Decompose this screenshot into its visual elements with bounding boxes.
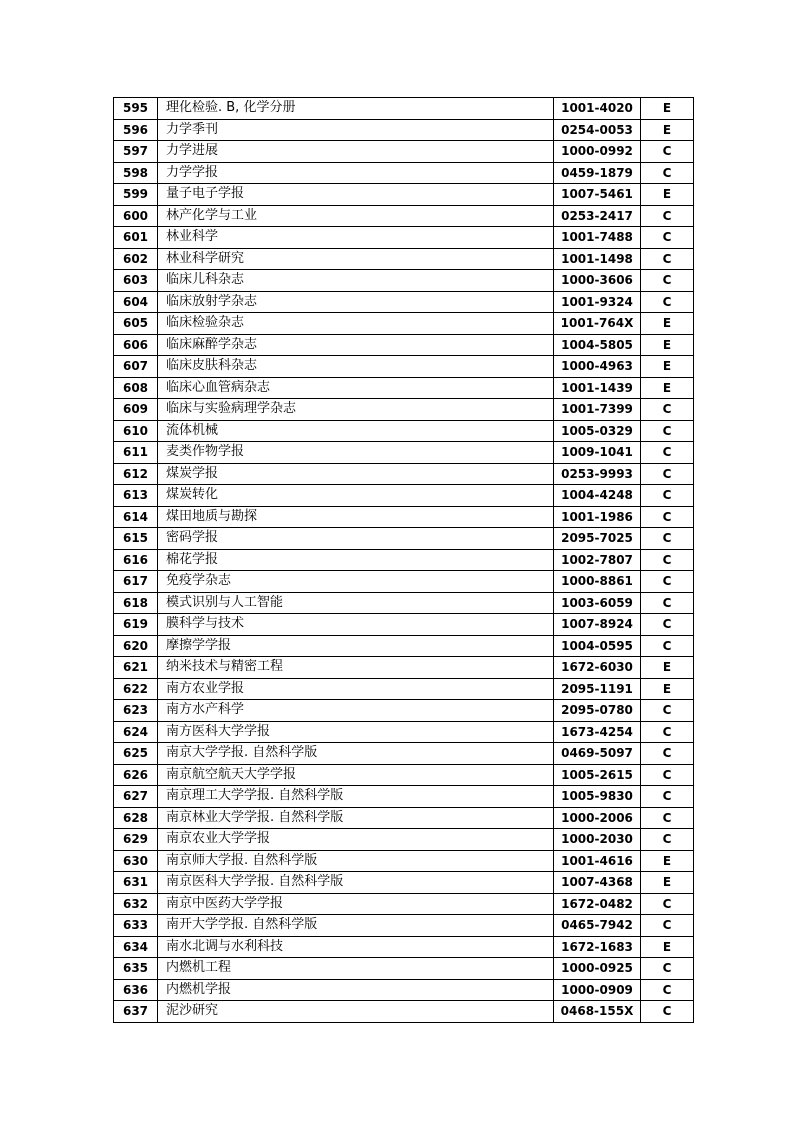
category-code: C xyxy=(641,399,694,421)
table-row xyxy=(114,829,694,851)
journal-name: 南京航空航天大学学报 xyxy=(158,764,554,786)
table-row xyxy=(114,786,694,808)
issn-code: 1001-1498 xyxy=(554,248,641,270)
issn-code: 0468-155X xyxy=(554,1001,641,1023)
table-row xyxy=(114,893,694,915)
journal-name: 理化检验. B, 化学分册 xyxy=(158,98,554,120)
journal-name: 南水北调与水利科技 xyxy=(158,936,554,958)
journal-name: 临床与实验病理学杂志 xyxy=(158,399,554,421)
journal-name: 免疫学杂志 xyxy=(158,571,554,593)
issn-code: 1000-4963 xyxy=(554,356,641,378)
issn-code: 1005-2615 xyxy=(554,764,641,786)
category-code: E xyxy=(641,334,694,356)
journal-name: 南开大学学报. 自然科学版 xyxy=(158,915,554,937)
issn-code: 1002-7807 xyxy=(554,549,641,571)
issn-code: 1004-5805 xyxy=(554,334,641,356)
issn-code: 1672-6030 xyxy=(554,657,641,679)
table-row xyxy=(114,506,694,528)
row-number: 596 xyxy=(114,119,158,141)
table-row xyxy=(114,743,694,765)
row-number: 605 xyxy=(114,313,158,335)
category-code: C xyxy=(641,442,694,464)
table-row xyxy=(114,807,694,829)
table-row xyxy=(114,958,694,980)
journal-name: 模式识别与人工智能 xyxy=(158,592,554,614)
journal-name: 力学进展 xyxy=(158,141,554,163)
issn-code: 1000-3606 xyxy=(554,270,641,292)
table-row xyxy=(114,184,694,206)
issn-code: 1007-8924 xyxy=(554,614,641,636)
table-row xyxy=(114,872,694,894)
issn-code: 1001-9324 xyxy=(554,291,641,313)
journal-name: 煤炭学报 xyxy=(158,463,554,485)
journal-name: 煤田地质与勘探 xyxy=(158,506,554,528)
category-code: E xyxy=(641,356,694,378)
journal-name: 棉花学报 xyxy=(158,549,554,571)
row-number: 616 xyxy=(114,549,158,571)
row-number: 597 xyxy=(114,141,158,163)
category-code: C xyxy=(641,893,694,915)
row-number: 618 xyxy=(114,592,158,614)
category-code: C xyxy=(641,528,694,550)
category-code: E xyxy=(641,936,694,958)
table-row xyxy=(114,592,694,614)
category-code: E xyxy=(641,119,694,141)
row-number: 623 xyxy=(114,700,158,722)
issn-code: 1004-0595 xyxy=(554,635,641,657)
table-row xyxy=(114,420,694,442)
journal-name: 力学季刊 xyxy=(158,119,554,141)
category-code: C xyxy=(641,592,694,614)
issn-code: 0465-7942 xyxy=(554,915,641,937)
issn-code: 0253-2417 xyxy=(554,205,641,227)
row-number: 635 xyxy=(114,958,158,980)
table-row xyxy=(114,162,694,184)
category-code: E xyxy=(641,98,694,120)
issn-code: 1672-0482 xyxy=(554,893,641,915)
row-number: 613 xyxy=(114,485,158,507)
category-code: C xyxy=(641,786,694,808)
table-row xyxy=(114,936,694,958)
category-code: C xyxy=(641,227,694,249)
issn-code: 1007-4368 xyxy=(554,872,641,894)
table-row xyxy=(114,571,694,593)
table-row xyxy=(114,98,694,120)
issn-code: 1000-0992 xyxy=(554,141,641,163)
table-row xyxy=(114,141,694,163)
journal-name: 膜科学与技术 xyxy=(158,614,554,636)
journal-name: 麦类作物学报 xyxy=(158,442,554,464)
journal-name: 南京师大学报. 自然科学版 xyxy=(158,850,554,872)
table-row xyxy=(114,485,694,507)
category-code: E xyxy=(641,850,694,872)
category-code: C xyxy=(641,979,694,1001)
issn-code: 1672-1683 xyxy=(554,936,641,958)
row-number: 611 xyxy=(114,442,158,464)
category-code: C xyxy=(641,506,694,528)
issn-code: 1009-1041 xyxy=(554,442,641,464)
row-number: 633 xyxy=(114,915,158,937)
issn-code: 1003-6059 xyxy=(554,592,641,614)
category-code: C xyxy=(641,291,694,313)
table-row xyxy=(114,227,694,249)
issn-code: 1000-0909 xyxy=(554,979,641,1001)
category-code: C xyxy=(641,700,694,722)
row-number: 619 xyxy=(114,614,158,636)
table-row xyxy=(114,399,694,421)
category-code: C xyxy=(641,248,694,270)
category-code: C xyxy=(641,764,694,786)
row-number: 595 xyxy=(114,98,158,120)
journal-name: 临床儿科杂志 xyxy=(158,270,554,292)
issn-code: 1005-9830 xyxy=(554,786,641,808)
row-number: 621 xyxy=(114,657,158,679)
journal-name: 临床心血管病杂志 xyxy=(158,377,554,399)
category-code: C xyxy=(641,141,694,163)
category-code: C xyxy=(641,485,694,507)
table-row xyxy=(114,657,694,679)
issn-code: 0459-1879 xyxy=(554,162,641,184)
table-row xyxy=(114,205,694,227)
journal-name: 流体机械 xyxy=(158,420,554,442)
table-row xyxy=(114,678,694,700)
journal-name: 纳米技术与精密工程 xyxy=(158,657,554,679)
category-code: C xyxy=(641,829,694,851)
row-number: 627 xyxy=(114,786,158,808)
journal-name: 南京医科大学学报. 自然科学版 xyxy=(158,872,554,894)
category-code: C xyxy=(641,270,694,292)
table-row xyxy=(114,463,694,485)
row-number: 606 xyxy=(114,334,158,356)
category-code: C xyxy=(641,162,694,184)
row-number: 625 xyxy=(114,743,158,765)
journal-name: 南京林业大学学报. 自然科学版 xyxy=(158,807,554,829)
table-row xyxy=(114,1001,694,1023)
journal-name: 南方农业学报 xyxy=(158,678,554,700)
category-code: C xyxy=(641,915,694,937)
table-row xyxy=(114,119,694,141)
journal-name: 南方水产科学 xyxy=(158,700,554,722)
category-code: C xyxy=(641,958,694,980)
issn-code: 1000-8861 xyxy=(554,571,641,593)
row-number: 608 xyxy=(114,377,158,399)
journal-name: 南京农业大学学报 xyxy=(158,829,554,851)
issn-code: 1000-2006 xyxy=(554,807,641,829)
table-row xyxy=(114,377,694,399)
journal-name: 力学学报 xyxy=(158,162,554,184)
issn-code: 0469-5097 xyxy=(554,743,641,765)
table-row xyxy=(114,915,694,937)
row-number: 631 xyxy=(114,872,158,894)
table-row xyxy=(114,270,694,292)
journal-name: 南京理工大学学报. 自然科学版 xyxy=(158,786,554,808)
row-number: 609 xyxy=(114,399,158,421)
table-row xyxy=(114,291,694,313)
journal-name: 南京大学学报. 自然科学版 xyxy=(158,743,554,765)
issn-code: 1001-4616 xyxy=(554,850,641,872)
row-number: 603 xyxy=(114,270,158,292)
journal-name: 内燃机工程 xyxy=(158,958,554,980)
row-number: 610 xyxy=(114,420,158,442)
row-number: 604 xyxy=(114,291,158,313)
table-row xyxy=(114,356,694,378)
row-number: 630 xyxy=(114,850,158,872)
category-code: C xyxy=(641,721,694,743)
journal-name: 南京中医药大学学报 xyxy=(158,893,554,915)
row-number: 612 xyxy=(114,463,158,485)
category-code: E xyxy=(641,872,694,894)
table-row xyxy=(114,248,694,270)
table-row xyxy=(114,721,694,743)
journal-name: 临床检验杂志 xyxy=(158,313,554,335)
row-number: 599 xyxy=(114,184,158,206)
category-code: C xyxy=(641,571,694,593)
journal-name: 林产化学与工业 xyxy=(158,205,554,227)
category-code: C xyxy=(641,463,694,485)
journal-name: 泥沙研究 xyxy=(158,1001,554,1023)
row-number: 634 xyxy=(114,936,158,958)
journal-name: 南方医科大学学报 xyxy=(158,721,554,743)
journal-name: 摩擦学学报 xyxy=(158,635,554,657)
journal-name: 林业科学 xyxy=(158,227,554,249)
table-row xyxy=(114,614,694,636)
issn-code: 1007-5461 xyxy=(554,184,641,206)
issn-code: 2095-0780 xyxy=(554,700,641,722)
row-number: 602 xyxy=(114,248,158,270)
category-code: E xyxy=(641,657,694,679)
issn-code: 1000-2030 xyxy=(554,829,641,851)
row-number: 628 xyxy=(114,807,158,829)
journal-name: 林业科学研究 xyxy=(158,248,554,270)
journal-table xyxy=(113,97,694,1023)
issn-code: 1001-1439 xyxy=(554,377,641,399)
journal-name: 内燃机学报 xyxy=(158,979,554,1001)
row-number: 617 xyxy=(114,571,158,593)
table-row xyxy=(114,979,694,1001)
issn-code: 2095-7025 xyxy=(554,528,641,550)
row-number: 614 xyxy=(114,506,158,528)
table-row xyxy=(114,700,694,722)
category-code: E xyxy=(641,377,694,399)
issn-code: 1001-764X xyxy=(554,313,641,335)
issn-code: 1001-1986 xyxy=(554,506,641,528)
category-code: E xyxy=(641,313,694,335)
row-number: 626 xyxy=(114,764,158,786)
journal-name: 临床皮肤科杂志 xyxy=(158,356,554,378)
category-code: C xyxy=(641,205,694,227)
row-number: 607 xyxy=(114,356,158,378)
category-code: C xyxy=(641,420,694,442)
row-number: 636 xyxy=(114,979,158,1001)
category-code: C xyxy=(641,807,694,829)
table-row xyxy=(114,635,694,657)
row-number: 624 xyxy=(114,721,158,743)
issn-code: 1001-4020 xyxy=(554,98,641,120)
table-row xyxy=(114,442,694,464)
category-code: C xyxy=(641,1001,694,1023)
table-row xyxy=(114,528,694,550)
row-number: 632 xyxy=(114,893,158,915)
row-number: 629 xyxy=(114,829,158,851)
category-code: C xyxy=(641,614,694,636)
issn-code: 2095-1191 xyxy=(554,678,641,700)
journal-name: 密码学报 xyxy=(158,528,554,550)
table-row xyxy=(114,549,694,571)
row-number: 601 xyxy=(114,227,158,249)
category-code: C xyxy=(641,743,694,765)
issn-code: 0253-9993 xyxy=(554,463,641,485)
table-row xyxy=(114,850,694,872)
row-number: 615 xyxy=(114,528,158,550)
row-number: 620 xyxy=(114,635,158,657)
journal-name: 煤炭转化 xyxy=(158,485,554,507)
journal-table-body xyxy=(114,98,694,1023)
issn-code: 1673-4254 xyxy=(554,721,641,743)
row-number: 637 xyxy=(114,1001,158,1023)
row-number: 598 xyxy=(114,162,158,184)
issn-code: 1004-4248 xyxy=(554,485,641,507)
issn-code: 1001-7488 xyxy=(554,227,641,249)
table-row xyxy=(114,313,694,335)
issn-code: 1001-7399 xyxy=(554,399,641,421)
journal-name: 临床放射学杂志 xyxy=(158,291,554,313)
category-code: C xyxy=(641,549,694,571)
issn-code: 1000-0925 xyxy=(554,958,641,980)
category-code: E xyxy=(641,678,694,700)
journal-name: 临床麻醉学杂志 xyxy=(158,334,554,356)
row-number: 622 xyxy=(114,678,158,700)
table-row xyxy=(114,764,694,786)
category-code: C xyxy=(641,635,694,657)
table-row xyxy=(114,334,694,356)
issn-code: 1005-0329 xyxy=(554,420,641,442)
issn-code: 0254-0053 xyxy=(554,119,641,141)
category-code: E xyxy=(641,184,694,206)
journal-name: 量子电子学报 xyxy=(158,184,554,206)
row-number: 600 xyxy=(114,205,158,227)
